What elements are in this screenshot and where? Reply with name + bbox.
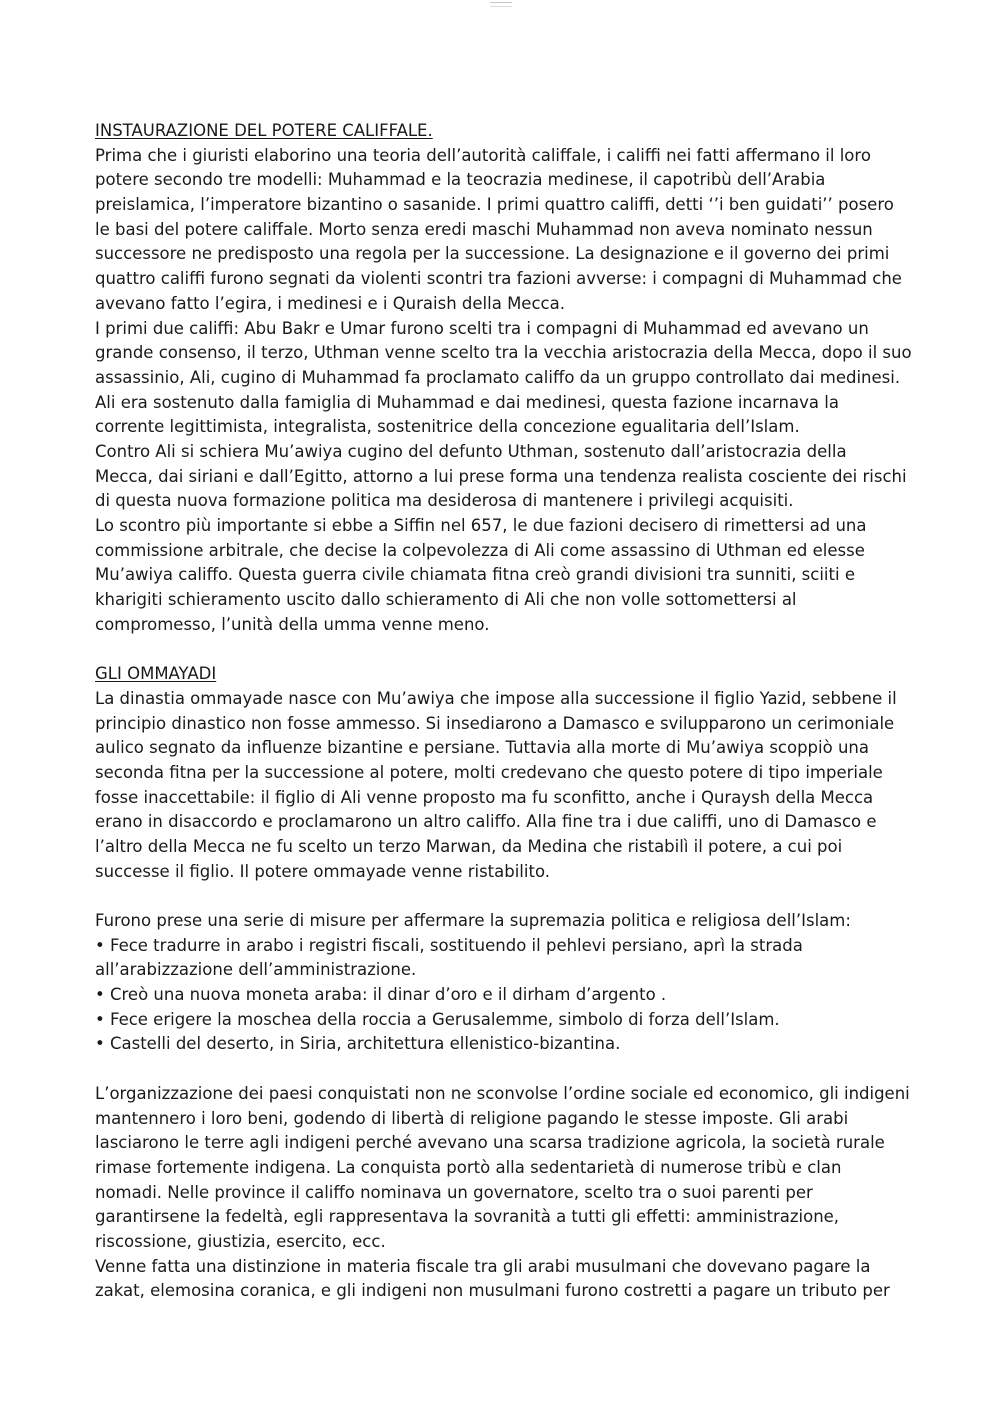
- paragraph-line: La dinastia ommayade nasce con Mu’awiya che impose alla successione il figlio Yazid, sebbene il: [95, 688, 897, 708]
- paragraph-line: Mu’awiya califfo. Questa guerra civile chiamata fitna creò grandi divisioni tra sunniti, sciiti e: [95, 565, 855, 585]
- bullet-item-continuation: all’arabizzazione dell’amministrazione.: [95, 960, 417, 980]
- paragraph-line: Venne fatta una distinzione in materia fiscale tra gli arabi musulmani che dovevano pagare la: [95, 1256, 871, 1276]
- section-heading-ommayadi: GLI OMMAYADI: [95, 664, 217, 684]
- paragraph-spacer: [95, 637, 915, 662]
- paragraph-line: I primi due califfi: Abu Bakr e Umar furono scelti tra i compagni di Muhammad ed avevano un: [95, 318, 869, 338]
- paragraph-line: kharigiti schieramento uscito dallo schieramento di Ali che non volle sottomettersi al: [95, 590, 797, 610]
- paragraph-line: grande consenso, il terzo, Uthman venne scelto tra la vecchia aristocrazia della Mecca, dopo il suo: [95, 343, 912, 363]
- paragraph-line: assassinio, Ali, cugino di Muhammad fa proclamato califfo da un gruppo controllato dai medinesi.: [95, 367, 901, 387]
- bullet-item: • Fece erigere la moschea della roccia a Gerusalemme, simbolo di forza dell’Islam.: [95, 1009, 780, 1029]
- paragraph-line: erano in disaccordo e proclamarono un altro califfo. Alla fine tra i due califfi, uno di Damasco e: [95, 812, 877, 832]
- bullet-item: • Fece tradurre in arabo i registri fiscali, sostituendo il pehlevi persiano, aprì la strada: [95, 935, 803, 955]
- paragraph-spacer: [95, 1057, 915, 1082]
- paragraph-line: nomadi. Nelle province il califfo nominava un governatore, scelto tra o suoi parenti per: [95, 1182, 813, 1202]
- bullet-item: • Creò una nuova moneta araba: il dinar d’oro e il dirham d’argento .: [95, 985, 667, 1005]
- paragraph-line: Contro Ali si schiera Mu’awiya cugino del defunto Uthman, sostenuto dall’aristocrazia della: [95, 441, 847, 461]
- paragraph-line: successore ne predisposto una regola per la successione. La designazione e il governo dei primi: [95, 244, 890, 264]
- paragraph-line: zakat, elemosina coranica, e gli indigeni non musulmani furono costretti a pagare un tributo per: [95, 1281, 890, 1301]
- paragraph-line: Ali era sostenuto dalla famiglia di Muhammad e dai medinesi, questa fazione incarnava la: [95, 392, 839, 412]
- section-heading-califfale: INSTAURAZIONE DEL POTERE CALIFFALE.: [95, 121, 433, 140]
- paragraph-line: mantennero i loro beni, godendo di libertà di religione pagando le stesse imposte. Gli arabi: [95, 1108, 849, 1128]
- paragraph-line: commissione arbitrale, che decise la colpevolezza di Ali come assassino di Uthman ed elesse: [95, 540, 865, 560]
- paragraph-line: le basi del potere califfale. Morto senza eredi maschi Muhammad non aveva nominato nessun: [95, 219, 873, 239]
- paragraph-line: rimase fortemente indigena. La conquista portò alla sedentarietà di numerose tribù e clan: [95, 1157, 842, 1177]
- paragraph-line: riscossione, giustizia, esercito, ecc.: [95, 1231, 386, 1251]
- paragraph-line: L’organizzazione dei paesi conquistati non ne sconvolse l’ordine sociale ed economico, gli indigeni: [95, 1083, 910, 1103]
- paragraph-line: compromesso, l’unità della umma venne meno.: [95, 614, 490, 634]
- paragraph-line: di questa nuova formazione politica ma desiderosa di mantenere i privilegi acquisiti.: [95, 491, 794, 511]
- paragraph-line: Lo scontro più importante si ebbe a Siffin nel 657, le due fazioni decisero di rimettersi ad una: [95, 516, 867, 535]
- document-body: [95, 119, 915, 1304]
- paragraph-line: preislamica, l’imperatore bizantino o sasanide. I primi quattro califfi, detti ‘’i ben guidati’’ posero: [95, 195, 894, 215]
- paragraph-line: garantirsene la fedeltà, egli rappresentava la sovranità a tutti gli effetti: amministrazione,: [95, 1207, 840, 1227]
- paragraph-line: Prima che i giuristi elaborino una teoria dell’autorità califfale, i califfi nei fatti affermano il loro: [95, 145, 871, 165]
- paragraph-spacer: [95, 884, 915, 909]
- paragraph-line: fosse inaccettabile: il figlio di Ali venne proposto ma fu sconfitto, anche i Quraysh della Mecca: [95, 787, 874, 807]
- paragraph-line: aulico segnato da influenze bizantine e persiane. Tuttavia alla morte di Mu’awiya scoppiò una: [95, 738, 869, 758]
- paragraph-line: corrente legittimista, integralista, sostenitrice della concezione egualitaria dell’Islam.: [95, 417, 800, 437]
- page-header-mark: [490, 2, 512, 7]
- paragraph-line: l’altro della Mecca ne fu scelto un terzo Marwan, da Medina che ristabilì il potere, a cui poi: [95, 836, 843, 856]
- paragraph-line: lasciarono le terre agli indigeni perché avevano una scarsa tradizione agricola, la società rurale: [95, 1133, 885, 1153]
- bullet-item: • Castelli del deserto, in Siria, architettura ellenistico-bizantina.: [95, 1034, 621, 1054]
- paragraph-line: successe il figlio. Il potere ommayade venne ristabilito.: [95, 861, 550, 881]
- measures-intro: Furono prese una serie di misure per affermare la supremazia politica e religiosa dell’Islam:: [95, 911, 851, 930]
- paragraph-line: avevano fatto l’egira, i medinesi e i Quraish della Mecca.: [95, 293, 565, 313]
- paragraph-line: potere secondo tre modelli: Muhammad e la teocrazia medinese, il capotribù dell’Arabia: [95, 170, 826, 190]
- paragraph-line: seconda fitna per la successione al potere, molti credevano che questo potere di tipo imperiale: [95, 762, 883, 782]
- paragraph-line: Mecca, dai siriani e dall’Egitto, attorno a lui prese forma una tendenza realista cosciente dei rischi: [95, 466, 907, 486]
- paragraph-line: quattro califfi furono segnati da violenti scontri tra fazioni avverse: i compagni di Muhammad che: [95, 269, 902, 289]
- paragraph-line: principio dinastico non fosse ammesso. Si insediarono a Damasco e svilupparono un cerimoniale: [95, 713, 895, 733]
